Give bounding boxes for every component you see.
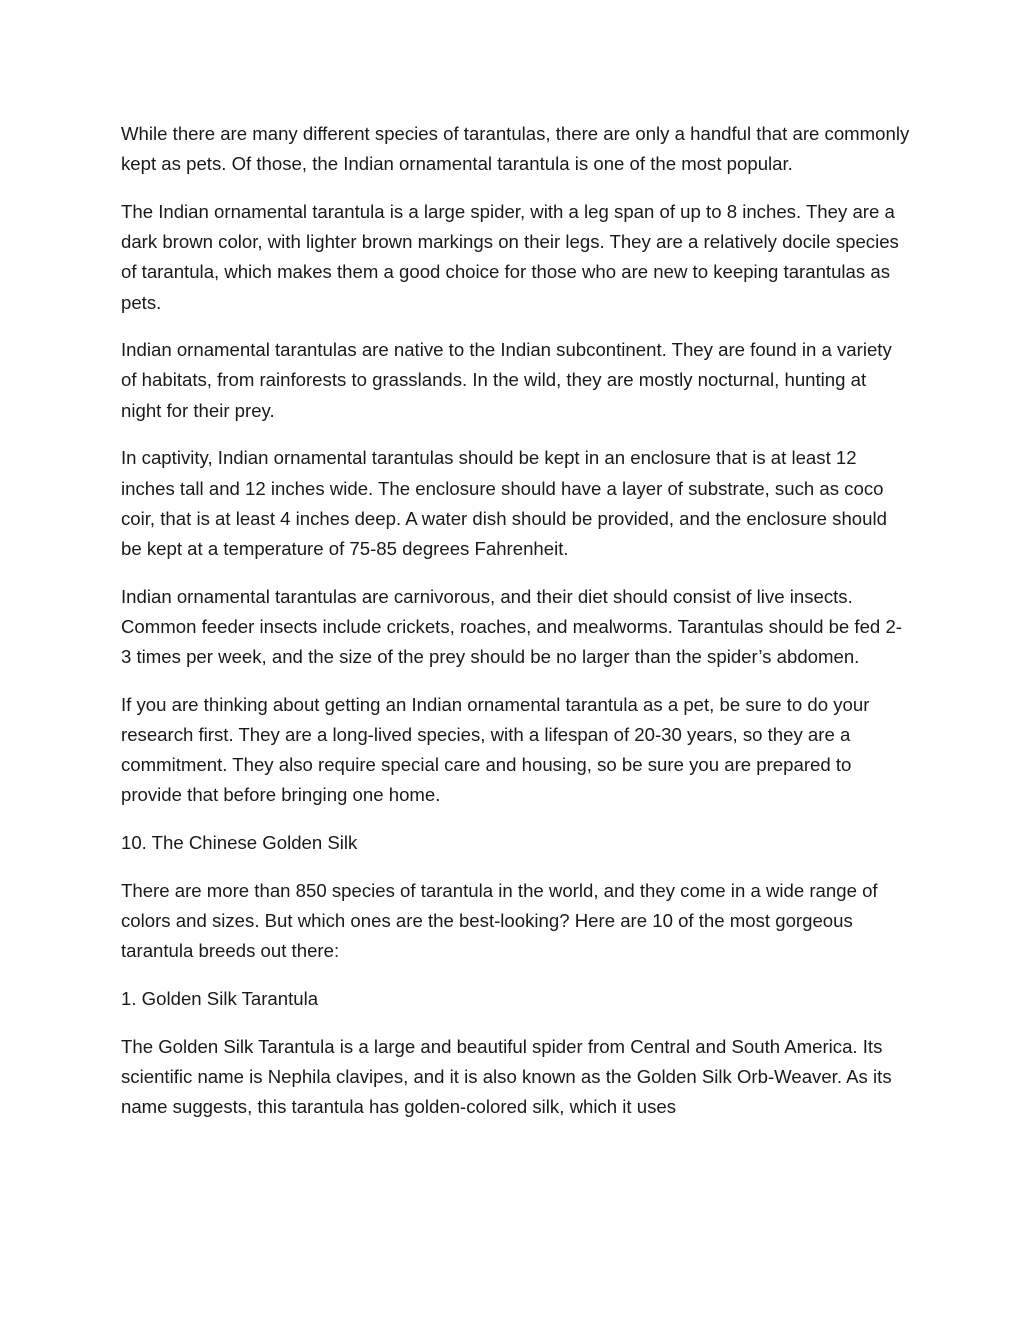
paragraph: Indian ornamental tarantulas are native to the Indian subcontinent. They are found in a variety of habitats, from rainforests to grasslands. In the wild, they are mostly nocturnal, hunting at night for their prey. — [121, 339, 892, 421]
paragraph: Indian ornamental tarantulas are carnivorous, and their diet should consist of live insects. Common feeder insects include crickets, roaches, and mealworms. Tarantulas should be fed 2-3 times per week, and the size of the prey should be no larger than the spider’s abdomen. — [121, 585, 902, 668]
paragraph: If you are thinking about getting an Indian ornamental tarantula as a pet, be sure to do your research first. They are a long-lived species, with a lifespan of 20-30 years, so they are a commitment. They also require special care and housing, so be sure you are prepared to provide that before bringing one home. — [121, 693, 870, 806]
paragraph: The Golden Silk Tarantula is a large and beautiful spider from Central and South America. Its scientific name is Nephila clavipes, and it is also known as the Golden Silk Orb-Weaver. As its name suggests, this tarantula has golden-colored silk, which it uses — [121, 1035, 892, 1117]
section-heading: 10. The Chinese Golden Silk — [121, 832, 358, 854]
paragraph: There are more than 850 species of tarantula in the world, and they come in a wide range of colors and sizes. But which ones are the best-looking? Here are 10 of the most gorgeous tarantula breeds out there: — [121, 879, 878, 962]
paragraph: The Indian ornamental tarantula is a large spider, with a leg span of up to 8 inches. They are a dark brown color, with lighter brown markings on their legs. They are a relatively docile species of tarantula, which makes them a good choice for those who are new to keeping tarantulas as pets. — [121, 200, 899, 313]
paragraph: In captivity, Indian ornamental tarantulas should be kept in an enclosure that is at least 12 inches tall and 12 inches wide. The enclosure should have a layer of substrate, such as coco coir, that is at least 4 inches deep. A water dish should be provided, and the enclosure should be kept at a temperature of 75-85 degrees Fahrenheit. — [121, 447, 887, 559]
section-heading: 1. Golden Silk Tarantula — [121, 987, 319, 1009]
document-body — [121, 119, 911, 1140]
paragraph: While there are many different species of tarantulas, there are only a handful that are commonly kept as pets. Of those, the Indian ornamental tarantula is one of the most popular. — [121, 123, 910, 175]
